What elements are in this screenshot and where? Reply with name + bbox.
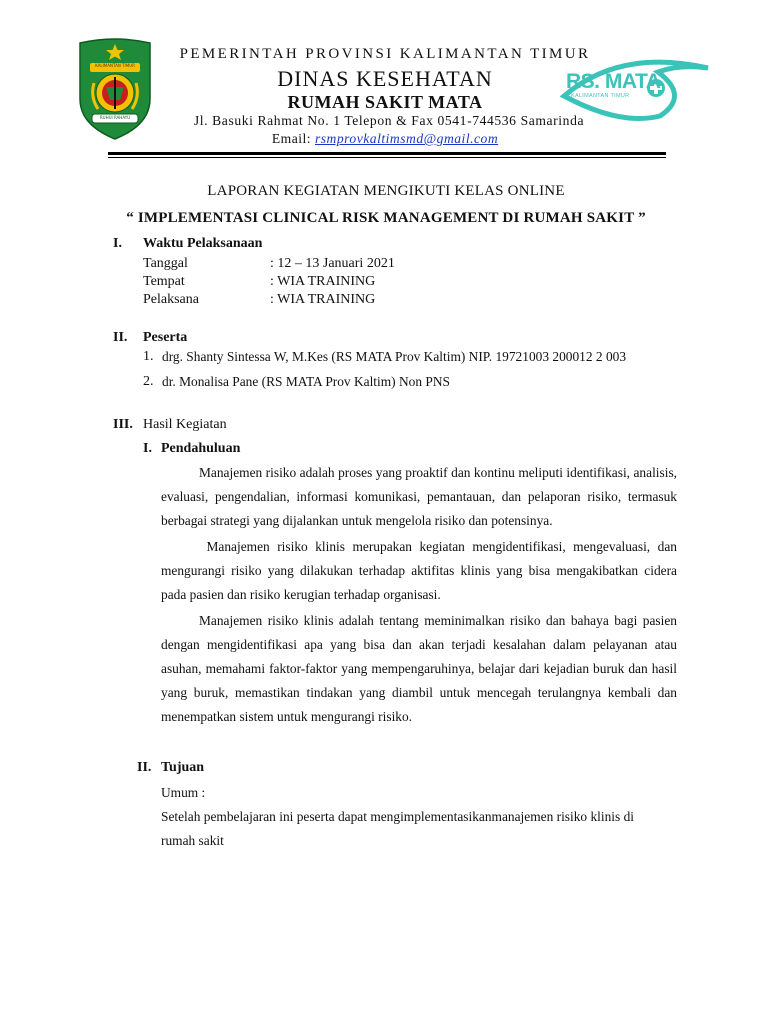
tujuan-umum-label: Umum : bbox=[161, 785, 206, 800]
paragraph bbox=[161, 609, 677, 729]
paragraph-text: Manajemen risiko klinis merupakan kegiatan mengidentifikasi, mengevaluasi, dan mengurangi risiko yang dilakukan terhadap aktifitas klinis yang bisa mengakibatkan cidera pada pasien dan risiko kerugian terhadap organisasi. bbox=[161, 539, 677, 602]
email-label: Email: bbox=[271, 131, 315, 146]
subsection1-heading: Pendahuluan bbox=[161, 441, 241, 456]
seal-text-top: KALIMANTAN TIMUR bbox=[95, 63, 135, 68]
subsection2-number: II. bbox=[137, 760, 152, 775]
rs-mata-logo-text: RS. MATA bbox=[566, 70, 661, 93]
row-label-tanggal: Tanggal bbox=[143, 256, 188, 271]
section3-heading: Hasil Kegiatan bbox=[143, 417, 227, 432]
section2-heading: Peserta bbox=[143, 330, 188, 345]
paragraph-text: Manajemen risiko klinis adalah tentang meminimalkan risiko dan bahaya bagi pasien dengan mengidentifikasi apa yang bisa dan akan terjadi kesalahan dalam pelayanan atau asuhan, memahami faktor-faktor yang mempengaruhinya, belajar dari kejadian buruk dan hasil yang buruk, memastikan tindakan yang diambil untuk mencegah terulangnya kembali dan menempatkan sistem untuk mengurangi risiko. bbox=[161, 613, 677, 724]
row-value-tempat: : WIA TRAINING bbox=[270, 274, 376, 289]
participant-number: 1. bbox=[143, 349, 154, 364]
letterhead-agency: DINAS KESEHATAN bbox=[277, 66, 493, 91]
row-value-tanggal: : 12 – 13 Januari 2021 bbox=[270, 256, 395, 271]
section3-number: III. bbox=[113, 417, 133, 432]
paragraph-text: Manajemen risiko adalah proses yang proaktif dan kontinu meliputi identifikasi, analisis, evaluasi, pengendalian, informasi komunikasi, pemantauan, dan pelaporan risiko, termasuk berbagai strategi yang dijalankan untuk mengelola risiko dan potensinya. bbox=[161, 465, 677, 528]
email-link[interactable]: rsmprovkaltimsmd@gmail.com bbox=[314, 131, 499, 146]
letterhead-address: Jl. Basuki Rahmat No. 1 Telepon & Fax 0541-744536 Samarinda bbox=[193, 113, 585, 128]
subsection2-heading: Tujuan bbox=[161, 760, 205, 775]
letterhead-rule-thin bbox=[108, 157, 666, 158]
participant-item: drg. Shanty Sintessa W, M.Kes (RS MATA Prov Kaltim) NIP. 19721003 200012 2 003 bbox=[162, 349, 627, 364]
tujuan-text: Setelah pembelajaran ini peserta dapat mengimplementasikanmanajemen risiko klinis di rumah sakit bbox=[161, 809, 634, 848]
letterhead-email-line bbox=[170, 131, 600, 147]
rs-mata-logo-subtext: KALIMANTAN TIMUR bbox=[571, 93, 630, 99]
row-value-pelaksana: : WIA TRAINING bbox=[270, 292, 376, 307]
paragraph bbox=[161, 461, 677, 533]
participant-number: 2. bbox=[143, 374, 154, 389]
section1-number: I. bbox=[113, 236, 122, 251]
row-label-tempat: Tempat bbox=[143, 274, 185, 289]
letterhead-government: PEMERINTAH PROVINSI KALIMANTAN TIMUR bbox=[179, 46, 591, 62]
province-seal-logo bbox=[76, 37, 154, 141]
paragraph bbox=[161, 535, 677, 607]
report-title: LAPORAN KEGIATAN MENGIKUTI KELAS ONLINE bbox=[207, 183, 565, 199]
report-subtitle: “ IMPLEMENTASI CLINICAL RISK MANAGEMENT DI RUMAH SAKIT ” bbox=[126, 210, 646, 226]
section2-number: II. bbox=[113, 330, 128, 345]
letterhead-rule-thick bbox=[108, 152, 666, 155]
letterhead-hospital: RUMAH SAKIT MATA bbox=[287, 92, 483, 112]
seal-text-bottom: RUHUI RAHAYU bbox=[99, 115, 131, 120]
section1-heading: Waktu Pelaksanaan bbox=[143, 236, 263, 251]
participant-item: dr. Monalisa Pane (RS MATA Prov Kaltim) Non PNS bbox=[162, 374, 450, 389]
subsection1-number: I. bbox=[143, 441, 152, 456]
row-label-pelaksana: Pelaksana bbox=[143, 292, 199, 307]
